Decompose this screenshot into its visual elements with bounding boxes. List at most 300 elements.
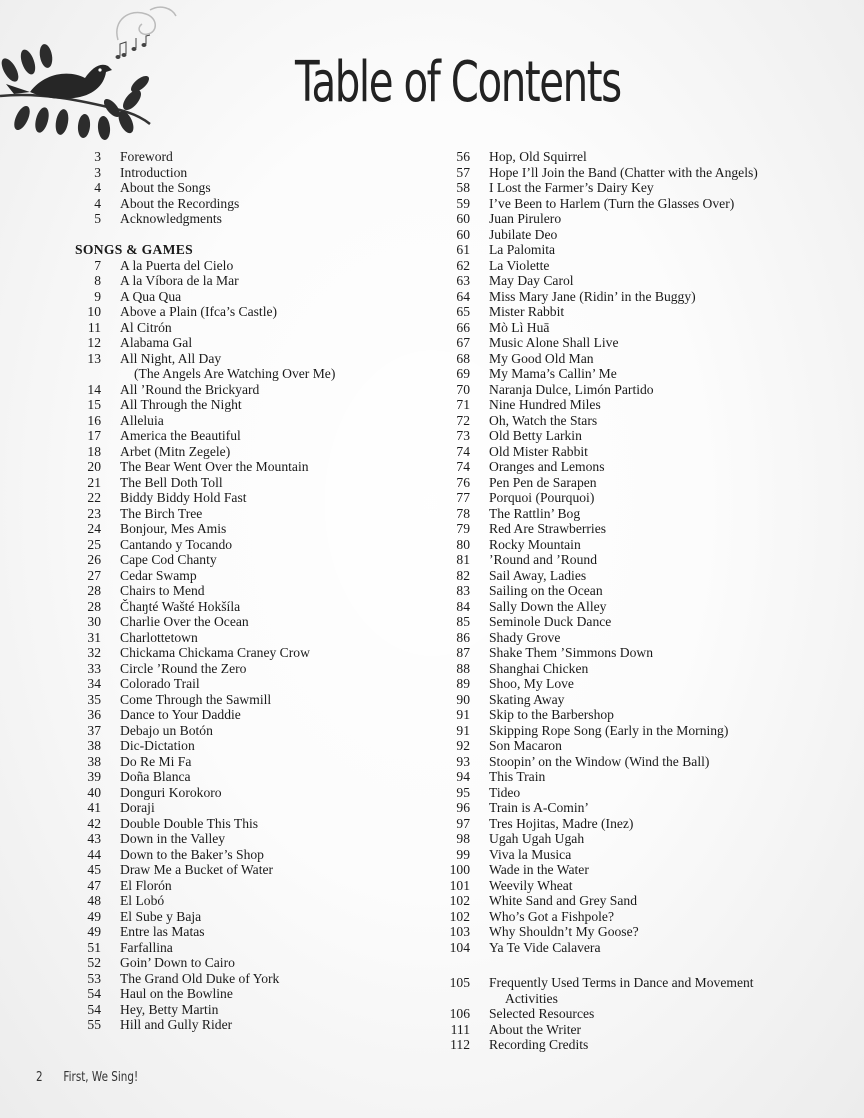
toc-entry (440, 242, 758, 258)
toc-title: ’Round and ’Round (489, 552, 597, 567)
toc-title: Doña Blanca (120, 769, 191, 784)
toc-title: Naranja Dulce, Limón Partido (489, 381, 654, 397)
toc-page-number: 10 (87, 304, 101, 319)
toc-page-number: 67 (456, 335, 470, 350)
toc-page-number: 80 (456, 536, 470, 552)
toc-entry (440, 769, 758, 785)
toc-page-number: 85 (456, 614, 470, 629)
toc-page-number: 97 (456, 815, 470, 831)
toc-page-number: 90 (456, 691, 470, 707)
toc-title: Bonjour, Mes Amis (120, 521, 227, 536)
toc-title: All Night, All Day (120, 350, 222, 366)
toc-entry (440, 490, 758, 506)
toc-entry (440, 893, 758, 909)
toc-title: Down in the Valley (120, 831, 226, 846)
toc-title: Mister Rabbit (489, 304, 565, 319)
toc-entry (440, 1022, 758, 1038)
toc-page-number: 12 (87, 335, 101, 350)
toc-title: Dic-Dictation (120, 738, 195, 753)
toc-entry (75, 552, 335, 568)
toc-entry (440, 847, 758, 863)
toc-title: La Violette (489, 257, 550, 273)
toc-title: Chickama Chickama Craney Crow (120, 645, 310, 660)
toc-page-number: 81 (456, 552, 470, 567)
toc-title: My Good Old Man (489, 350, 594, 366)
toc-title: Chairs to Mend (120, 583, 205, 598)
toc-title: The Rattlin’ Bog (489, 505, 581, 521)
toc-page-number: 16 (87, 412, 101, 428)
toc-title: My Mama’s Callin’ Me (489, 366, 617, 381)
toc-title: Draw Me a Bucket of Water (120, 862, 274, 877)
toc-title: Weevily Wheat (489, 877, 573, 893)
toc-entry (440, 692, 758, 708)
toc-entry (75, 862, 335, 878)
toc-title: Circle ’Round the Zero (120, 660, 247, 676)
toc-page-number: 24 (87, 521, 101, 536)
toc-title: Do Re Mi Fa (120, 753, 192, 769)
toc-page-number: 47 (87, 877, 101, 893)
toc-title: Sail Away, Ladies (489, 567, 587, 583)
toc-page-number: 34 (87, 676, 101, 691)
toc-title: Skip to the Barbershop (489, 707, 614, 722)
toc-page-number: 112 (450, 1037, 470, 1052)
toc-title: Shake Them ’Simmons Down (489, 645, 654, 660)
toc-title: Arbet (Mitn Zegele) (120, 443, 231, 459)
toc-page-number: 102 (449, 893, 470, 908)
toc-entry (75, 893, 335, 909)
toc-title: Pen Pen de Sarapen (489, 474, 597, 490)
toc-page-number: 96 (456, 800, 470, 815)
toc-entry (75, 924, 335, 940)
toc-title: Jubilate Deo (489, 226, 558, 242)
toc-title: A Qua Qua (120, 288, 182, 304)
toc-title: Double Double This This (120, 815, 259, 831)
toc-title: Rocky Mountain (489, 536, 581, 552)
toc-title: Farfallina (120, 939, 173, 955)
toc-page-number: 5 (94, 211, 101, 226)
toc-page-number: 72 (456, 412, 470, 428)
toc-entry (75, 723, 335, 739)
toc-entry (440, 583, 758, 599)
toc-page-number: 63 (456, 273, 470, 288)
toc-title: America the Beautiful (120, 428, 241, 443)
toc-page-number: 82 (456, 567, 470, 583)
toc-entry (440, 165, 758, 181)
toc-entry (440, 785, 758, 801)
toc-title: Cantando y Tocando (120, 536, 233, 552)
toc-title: This Train (489, 769, 546, 784)
toc-title: Old Betty Larkin (489, 428, 582, 443)
toc-entry (440, 1037, 758, 1053)
toc-page-number: 51 (87, 939, 101, 955)
toc-page-number: 69 (456, 366, 470, 381)
toc-entry (440, 878, 758, 894)
toc-page-number: 28 (87, 598, 101, 614)
toc-entry (75, 258, 335, 274)
toc-entry (440, 351, 758, 367)
toc-entry-continuation (440, 991, 758, 1007)
toc-entry (75, 785, 335, 801)
toc-title: Seminole Duck Dance (489, 614, 612, 629)
toc-page-number: 58 (456, 180, 470, 195)
toc-title: Debajo un Botón (120, 722, 213, 738)
toc-title: Charlottetown (120, 629, 198, 645)
toc-page-number: 13 (87, 350, 101, 366)
toc-page-number: 89 (456, 676, 470, 691)
toc-entry (75, 1002, 335, 1018)
toc-entry (75, 413, 335, 429)
toc-page-number: 9 (94, 288, 101, 304)
toc-title: The Bell Doth Toll (120, 474, 223, 490)
toc-page-number: 52 (87, 955, 101, 970)
toc-page-number: 91 (456, 722, 470, 738)
toc-page-number: 104 (449, 939, 470, 955)
toc-page-number: 103 (449, 924, 470, 939)
toc-entry (75, 971, 335, 987)
toc-title: El Sube y Baja (120, 908, 202, 924)
toc-title: Skipping Rope Song (Early in the Morning) (489, 722, 729, 738)
toc-title: Haul on the Bowline (120, 986, 233, 1001)
toc-title: Selected Resources (489, 1006, 595, 1021)
toc-page-number: 78 (456, 505, 470, 521)
toc-page-number: 74 (456, 459, 470, 474)
toc-entry (75, 909, 335, 925)
toc-title: Goin’ Down to Cairo (120, 955, 235, 970)
toc-entry (75, 506, 335, 522)
toc-entry (440, 537, 758, 553)
toc-entry (75, 165, 335, 181)
toc-entry (75, 459, 335, 475)
toc-page-number: 38 (87, 753, 101, 769)
toc-entry (440, 599, 758, 615)
toc-page-number: 14 (87, 381, 101, 397)
footer-page-number: 2 (36, 1070, 43, 1085)
toc-entry (440, 413, 758, 429)
swirl-ornament (117, 7, 176, 40)
toc-entry (75, 1017, 335, 1033)
toc-title: Train is A-Comin’ (489, 800, 589, 815)
toc-title: Foreword (120, 149, 173, 164)
toc-title: Son Macaron (489, 738, 562, 753)
toc-entry (440, 831, 758, 847)
bird-on-branch-illustration (0, 0, 200, 140)
toc-title: Down to the Baker’s Shop (120, 846, 264, 862)
spacer (440, 955, 758, 975)
toc-page-number: 98 (456, 831, 470, 846)
toc-entry (75, 878, 335, 894)
toc-page-number: 86 (456, 629, 470, 645)
toc-entry (75, 428, 335, 444)
toc-title: Hill and Gully Rider (120, 1017, 233, 1032)
toc-entry (440, 273, 758, 289)
toc-title: Stoopin’ on the Window (Wind the Ball) (489, 753, 710, 769)
toc-title: El Florón (120, 877, 172, 893)
toc-page-number: 27 (87, 567, 101, 583)
toc-entry (75, 630, 335, 646)
toc-page-number: 61 (456, 242, 470, 257)
toc-page-number: 102 (449, 908, 470, 924)
toc-entry (75, 692, 335, 708)
toc-title: A la Puerta del Cielo (120, 257, 234, 273)
toc-page-number: 101 (449, 877, 470, 893)
toc-entry (75, 196, 335, 212)
toc-entry (75, 444, 335, 460)
toc-page-number: 4 (94, 180, 101, 195)
toc-entry (440, 397, 758, 413)
toc-title: Old Mister Rabbit (489, 443, 588, 459)
toc-entry (75, 568, 335, 584)
toc-page-number: 91 (456, 707, 470, 722)
toc-entry (440, 382, 758, 398)
toc-entry (75, 707, 335, 723)
toc-entry (440, 800, 758, 816)
toc-entry (75, 676, 335, 692)
toc-title: Donguri Korokoro (120, 784, 222, 800)
toc-page-number: 23 (87, 505, 101, 521)
toc-entry (440, 444, 758, 460)
toc-page-number: 95 (456, 784, 470, 800)
toc-title: Wade in the Water (489, 862, 589, 877)
toc-entry (75, 831, 335, 847)
toc-title: The Bear Went Over the Mountain (120, 459, 309, 474)
toc-entry (75, 955, 335, 971)
toc-title: Tres Hojitas, Madre (Inez) (489, 815, 634, 831)
toc-page-number: 111 (450, 1021, 470, 1037)
toc-title: Hope I’ll Join the Band (Chatter with the Angels) (489, 164, 758, 180)
toc-entry (440, 258, 758, 274)
toc-title: Red Are Strawberries (489, 521, 607, 536)
toc-title: Recording Credits (489, 1037, 589, 1052)
toc-entry (75, 211, 335, 227)
toc-title: Juan Pirulero (489, 211, 562, 226)
toc-title: About the Writer (489, 1021, 582, 1037)
toc-page-number: 99 (456, 846, 470, 862)
toc-entry (440, 630, 758, 646)
toc-page-number: 43 (87, 831, 101, 846)
toc-page-number: 28 (87, 583, 101, 598)
toc-page-number: 44 (87, 846, 101, 862)
toc-left-column (75, 149, 335, 1033)
toc-entry (440, 149, 758, 165)
section-heading: SONGS & GAMES (75, 242, 193, 257)
toc-page-number: 94 (456, 769, 470, 784)
toc-page-number: 87 (456, 645, 470, 660)
toc-entry (75, 397, 335, 413)
toc-page-number: 56 (456, 149, 470, 164)
toc-title: Introduction (120, 164, 188, 180)
toc-entry (440, 754, 758, 770)
toc-entry (440, 940, 758, 956)
toc-title: Cedar Swamp (120, 567, 197, 583)
toc-page-number: 40 (87, 784, 101, 800)
toc-entry (440, 320, 758, 336)
toc-entry (75, 382, 335, 398)
toc-title: The Birch Tree (120, 505, 203, 521)
toc-page-number: 57 (456, 164, 470, 180)
toc-page-number: 17 (87, 428, 101, 443)
toc-entry (75, 273, 335, 289)
toc-title: Skating Away (489, 691, 565, 707)
toc-title: Biddy Biddy Hold Fast (120, 490, 247, 505)
toc-entry (440, 211, 758, 227)
toc-page-number: 30 (87, 614, 101, 629)
toc-entry (75, 816, 335, 832)
toc-title-continuation: (The Angels Are Watching Over Me) (134, 366, 336, 381)
toc-entry (440, 552, 758, 568)
toc-entry (440, 862, 758, 878)
toc-page-number: 38 (87, 738, 101, 753)
toc-page-number: 60 (456, 226, 470, 242)
toc-entry (440, 676, 758, 692)
toc-title: Oh, Watch the Stars (489, 412, 598, 428)
toc-title: Acknowledgments (120, 211, 222, 226)
bird-icon (6, 65, 112, 99)
toc-page-number: 15 (87, 397, 101, 412)
toc-page-number: 71 (456, 397, 470, 412)
toc-page-number: 49 (87, 924, 101, 939)
toc-page-number: 31 (87, 629, 101, 645)
toc-title: Shanghai Chicken (489, 660, 589, 676)
toc-page-number: 83 (456, 583, 470, 598)
toc-entry (75, 754, 335, 770)
toc-title: Alleluia (120, 412, 164, 428)
toc-page-number: 35 (87, 691, 101, 707)
toc-title: Ugah Ugah Ugah (489, 831, 585, 846)
toc-entry (440, 459, 758, 475)
toc-page-number: 92 (456, 738, 470, 753)
toc-page-number: 60 (456, 211, 470, 226)
toc-entry (75, 335, 335, 351)
toc-entry (75, 800, 335, 816)
toc-page-number: 106 (449, 1006, 470, 1021)
toc-entry (440, 924, 758, 940)
toc-page-number: 66 (456, 319, 470, 335)
toc-entry (440, 196, 758, 212)
toc-title: Music Alone Shall Live (489, 335, 619, 350)
toc-title: Dance to Your Daddie (120, 707, 241, 722)
toc-page-number: 33 (87, 660, 101, 676)
toc-page-number: 73 (456, 428, 470, 443)
toc-page-number: 84 (456, 598, 470, 614)
toc-title: La Palomita (489, 242, 556, 257)
toc-title: Charlie Over the Ocean (120, 614, 249, 629)
toc-page-number: 88 (456, 660, 470, 676)
toc-page-number: 79 (456, 521, 470, 536)
toc-title: Come Through the Sawmill (120, 691, 272, 707)
page-footer (36, 1070, 138, 1085)
toc-entry (75, 351, 335, 367)
toc-title: All Through the Night (120, 397, 242, 412)
toc-entry (440, 366, 758, 382)
music-notes-icon (116, 35, 151, 59)
toc-title: All ’Round the Brickyard (120, 381, 260, 397)
toc-page-number: 21 (87, 474, 101, 490)
toc-page-number: 42 (87, 815, 101, 831)
toc-page-number: 105 (449, 975, 470, 990)
toc-title: Porquoi (Pourquoi) (489, 490, 595, 505)
toc-entry (75, 320, 335, 336)
toc-entry (440, 723, 758, 739)
toc-title: Sally Down the Alley (489, 598, 607, 614)
toc-entry (440, 335, 758, 351)
toc-entry (440, 645, 758, 661)
toc-title-continuation: Activities (505, 990, 558, 1006)
toc-page-number: 4 (94, 195, 101, 211)
toc-title: Al Citrón (120, 319, 172, 335)
toc-page-number: 3 (94, 164, 101, 180)
toc-entry (440, 428, 758, 444)
toc-title: Oranges and Lemons (489, 459, 605, 474)
toc-entry (75, 180, 335, 196)
toc-title: Why Shouldn’t My Goose? (489, 924, 639, 939)
toc-page-number: 76 (456, 474, 470, 490)
toc-title: Entre las Matas (120, 924, 205, 939)
toc-page-number: 7 (94, 257, 101, 273)
page-title: Table of Contents (295, 50, 621, 115)
toc-title: A la Víbora de la Mar (120, 273, 239, 288)
toc-entry (440, 506, 758, 522)
toc-entry (75, 599, 335, 615)
toc-entry (75, 661, 335, 677)
toc-entry (75, 645, 335, 661)
toc-page-number: 8 (94, 273, 101, 288)
toc-title: Cape Cod Chanty (120, 552, 217, 567)
toc-entry (75, 521, 335, 537)
toc-title: Doraji (120, 800, 155, 815)
toc-title: Hey, Betty Martin (120, 1001, 219, 1017)
toc-page-number: 100 (449, 862, 470, 877)
toc-entry (75, 847, 335, 863)
toc-page-number: 32 (87, 645, 101, 660)
toc-title: White Sand and Grey Sand (489, 893, 637, 908)
toc-entry (440, 707, 758, 723)
toc-title: Sailing on the Ocean (489, 583, 603, 598)
toc-title: About the Songs (120, 180, 211, 195)
toc-entry (75, 149, 335, 165)
toc-title: Colorado Trail (120, 676, 200, 691)
toc-entry (440, 614, 758, 630)
toc-entry (440, 180, 758, 196)
toc-title: Above a Plain (Ifca’s Castle) (120, 304, 278, 319)
toc-title: Mò Lì Huā (489, 319, 550, 335)
toc-title: About the Recordings (120, 195, 240, 211)
toc-page-number: 3 (94, 149, 101, 164)
toc-entry (440, 816, 758, 832)
toc-title: Miss Mary Jane (Ridin’ in the Buggy) (489, 288, 696, 304)
toc-entry (75, 289, 335, 305)
toc-page-number: 26 (87, 552, 101, 567)
toc-entry-continuation (75, 366, 335, 382)
toc-page-number: 77 (456, 490, 470, 505)
toc-page-number: 49 (87, 908, 101, 924)
toc-title: Shady Grove (489, 629, 561, 645)
toc-page-number: 65 (456, 304, 470, 319)
toc-right-column (440, 149, 758, 1053)
toc-page-number: 62 (456, 257, 470, 273)
toc-page-number: 25 (87, 536, 101, 552)
toc-title: Viva la Musica (489, 846, 572, 862)
toc-entry (75, 614, 335, 630)
toc-entry (75, 304, 335, 320)
toc-entry (75, 738, 335, 754)
toc-title: Čhaŋté Wašté Hokšíla (120, 598, 241, 614)
toc-entry (440, 521, 758, 537)
toc-entry (440, 289, 758, 305)
toc-entry (75, 940, 335, 956)
toc-entry (440, 661, 758, 677)
toc-page-number: 70 (456, 381, 470, 397)
toc-title: Frequently Used Terms in Dance and Movement (489, 975, 754, 990)
